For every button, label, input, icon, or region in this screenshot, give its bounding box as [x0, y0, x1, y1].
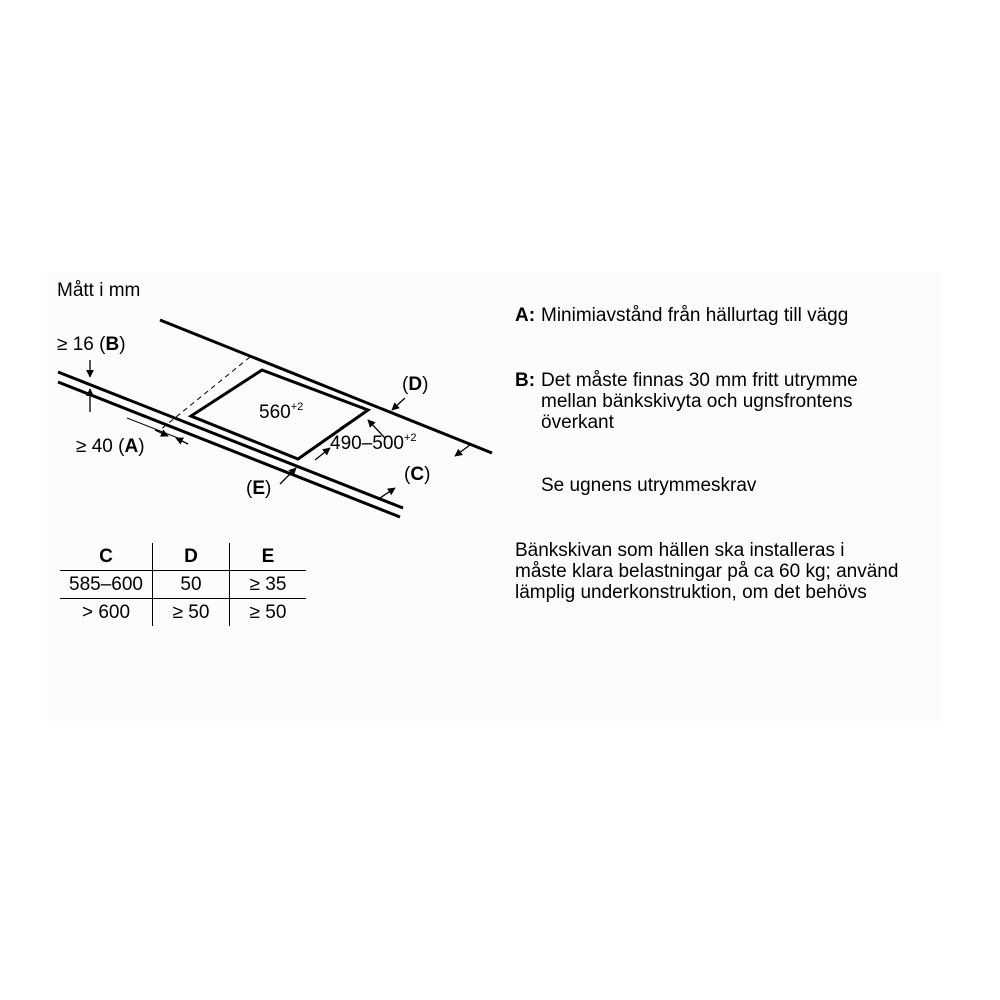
label-b: ≥ 16 (B)	[57, 334, 126, 355]
header-d: D	[153, 543, 230, 571]
note-a-key: A:	[515, 305, 536, 326]
note-b-line: Det måste finnas 30 mm fritt utrymme	[541, 370, 858, 391]
dim-c-arrow-back	[455, 445, 470, 456]
clearance-table	[60, 543, 306, 626]
label-e: (E)	[246, 478, 272, 499]
note-c: Se ugnens utrymmeskrav	[541, 475, 757, 496]
dim-d-arrow	[392, 398, 405, 410]
note-b-line: mellan bänkskivyta och ugnsfrontens	[541, 391, 853, 412]
header-c: C	[99, 545, 113, 567]
table-cell: ≥ 50	[153, 599, 230, 627]
dim-c-arrow-front	[380, 488, 395, 498]
label-d: (D)	[402, 374, 429, 395]
dim-a-arrow-2	[176, 438, 188, 444]
dim-depth-arrow-bottom	[315, 448, 330, 460]
label-c: (C)	[404, 464, 431, 485]
table-cell: ≥ 35	[230, 571, 307, 599]
label-depth: $490-500^{+2}$	[330, 432, 417, 454]
note-d-line: Bänkskivan som hällen ska installeras i	[515, 540, 845, 561]
table-header-row	[60, 543, 306, 571]
note-b-key: B:	[515, 370, 536, 391]
table-cell: ≥ 50	[230, 599, 307, 627]
table-cell: > 600	[60, 599, 153, 627]
units-label: Mått i mm	[57, 280, 141, 301]
note-d-line: lämplig underkonstruktion, om det behövs	[515, 582, 867, 603]
table-row	[60, 571, 306, 599]
label-a: ≥ 40 (A)	[76, 436, 145, 457]
header-e: E	[230, 543, 307, 571]
note-b-line: överkant	[541, 412, 614, 433]
label-width: $560^{+2}$	[259, 401, 304, 423]
note-d-line: måste klara belastningar på ca 60 kg; använd	[515, 561, 899, 582]
table-cell: 50	[153, 571, 230, 599]
note-a-text: Minimiavstånd från hällurtag till vägg	[541, 305, 849, 326]
table-row	[60, 599, 306, 627]
dim-depth-ext-top	[340, 415, 360, 428]
table-cell: 585–600	[60, 571, 153, 599]
